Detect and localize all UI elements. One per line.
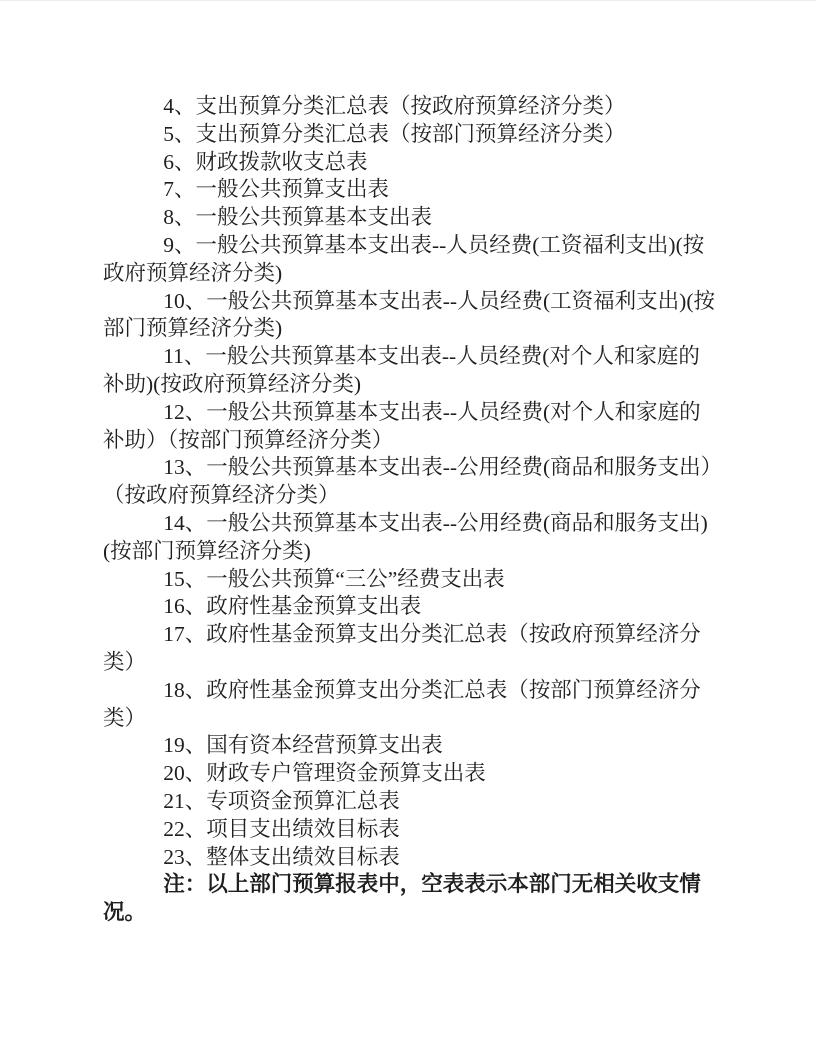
note-line: 注：以上部门预算报表中，空表表示本部门无相关收支情况。	[103, 872, 701, 925]
budget-item-20: 20、财政专户管理资金预算支出表	[163, 761, 486, 786]
budget-item-7: 7、一般公共预算支出表	[163, 177, 389, 202]
budget-item-15: 15、一般公共预算“三公”经费支出表	[163, 566, 505, 591]
budget-report-list	[103, 93, 718, 927]
budget-item-12: 12、一般公共预算基本支出表--人员经费(对个人和家庭的补助）（按部门预算经济分类）	[103, 399, 701, 452]
budget-item-6: 6、财政拨款收支总表	[163, 149, 368, 174]
budget-item-13: 13、一般公共预算基本支出表--公用经费(商品和服务支出）（按政府预算经济分类）	[103, 455, 712, 508]
budget-item-8: 8、一般公共预算基本支出表	[163, 205, 432, 230]
budget-item-18: 18、政府性基金预算支出分类汇总表（按部门预算经济分类）	[103, 677, 701, 730]
budget-item-9: 9、一般公共预算基本支出表--人员经费(工资福利支出)(按政府预算经济分类)	[103, 232, 705, 285]
budget-item-11: 11、一般公共预算基本支出表--人员经费(对个人和家庭的补助)(按政府预算经济分类)	[103, 344, 700, 396]
budget-item-23: 23、整体支出绩效目标表	[163, 844, 400, 869]
budget-item-4: 4、支出预算分类汇总表（按政府预算经济分类）	[163, 94, 626, 118]
budget-item-21: 21、专项资金预算汇总表	[163, 788, 400, 813]
budget-item-5: 5、支出预算分类汇总表（按部门预算经济分类）	[163, 121, 626, 146]
budget-item-17: 17、政府性基金预算支出分类汇总表（按政府预算经济分类）	[103, 622, 701, 674]
budget-item-10: 10、一般公共预算基本支出表--人员经费(工资福利支出)(按部门预算经济分类)	[103, 288, 715, 341]
budget-item-14: 14、一般公共预算基本支出表--公用经费(商品和服务支出)(按部门预算经济分类)	[103, 510, 708, 563]
budget-item-22: 22、项目支出绩效目标表	[163, 816, 400, 841]
budget-item-19: 19、国有资本经营预算支出表	[163, 733, 443, 758]
budget-item-16: 16、政府性基金预算支出表	[163, 594, 422, 619]
